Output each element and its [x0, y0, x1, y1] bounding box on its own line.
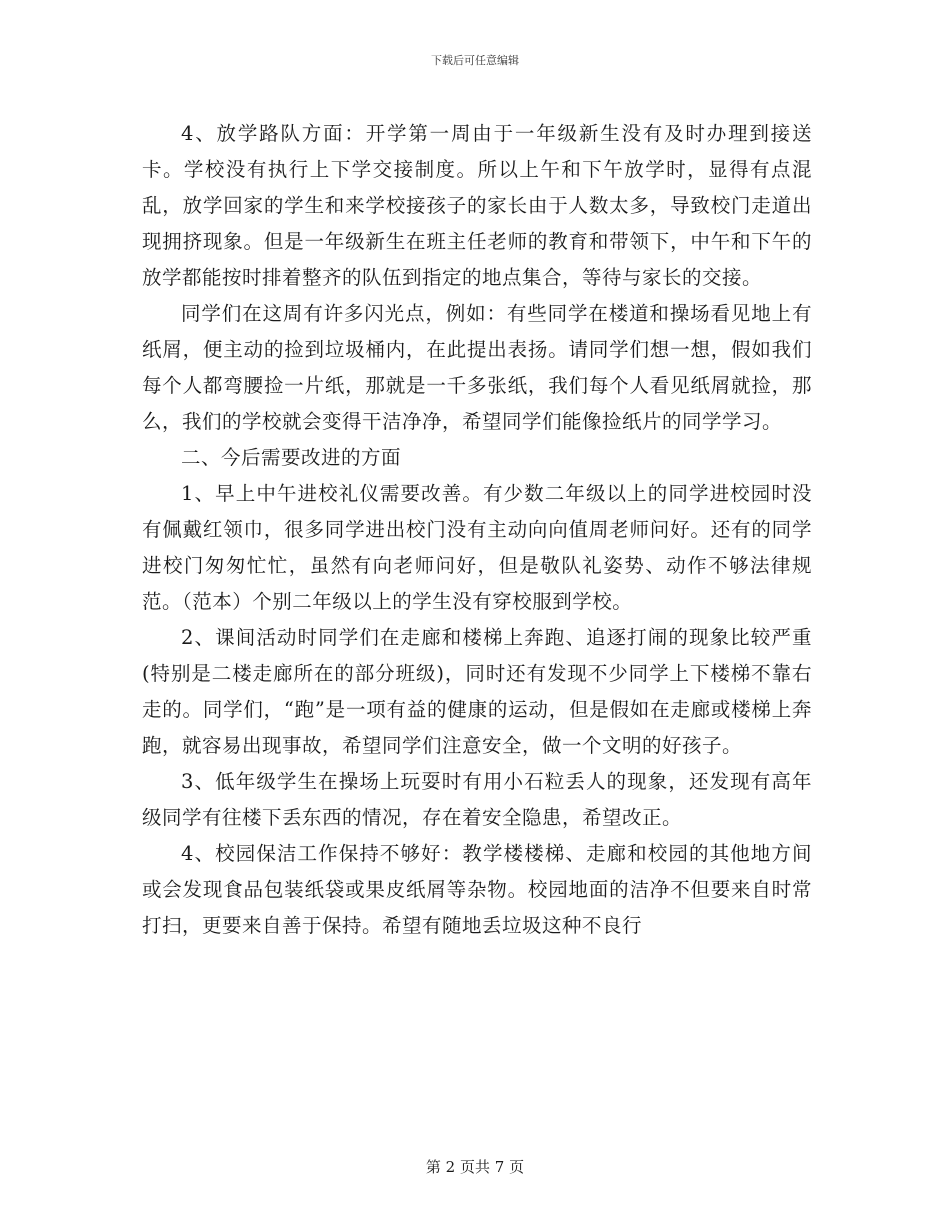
paragraph-entry-etiquette: 1、早上中午进校礼仪需要改善。有少数二年级以上的同学进校园时没有佩戴红领巾，很多同学进出校门没有主动向向值周老师问好。还有的同学进校门匆匆忙忙，虽然有向老师问好，但是敬队礼姿势、动作不够法律规范。（范本）个别二年级以上的学生没有穿校服到学校。: [142, 482, 812, 613]
paragraph-playground-safety: 3、低年级学生在操场上玩耍时有用小石粒丢人的现象，还发现有高年级同学有往楼下丢东西的情况，存在着安全隐患，希望改正。: [142, 770, 812, 829]
page-header-note: 下载后可任意编辑: [431, 54, 519, 67]
paragraph-highlights: 同学们在这周有许多闪光点，例如：有些同学在楼道和操场看见地上有纸屑，便主动的捡到垃圾桶内，在此提出表扬。请同学们想一想，假如我们每个人都弯腰捡一片纸，那就是一千多张纸，我们每个人看见纸屑就捡，那么，我们的学校就会变得干洁净净，希望同学们能像捡纸片的同学学习。: [142, 302, 812, 433]
document-body: [142, 116, 812, 944]
paragraph-dismissal-queue: 4、放学路队方面：开学第一周由于一年级新生没有及时办理到接送卡。学校没有执行上下学交接制度。所以上午和下午放学时，显得有点混乱，放学回家的学生和来学校接孩子的家长由于人数太多，导致校门走道出现拥挤现象。但是一年级新生在班主任老师的教育和带领下，中午和下午的放学都能按时排着整齐的队伍到指定的地点集合，等待与家长的交接。: [142, 122, 812, 289]
section-heading-improvements: 二、今后需要改进的方面: [181, 446, 402, 469]
page-number: 第 2 页共 7 页: [425, 1158, 525, 1176]
paragraph-corridor-running: 2、课间活动时同学们在走廊和楼梯上奔跑、追逐打闹的现象比较严重(特别是二楼走廊所在的部分班级)，同时还有发现不少同学上下楼梯不靠右走的。同学们，“跑”是一项有益的健康的运动，但是假如在走廊或楼梯上奔跑，就容易出现事故，希望同学们注意安全，做一个文明的好孩子。: [142, 626, 812, 757]
paragraph-campus-cleaning: 4、校园保洁工作保持不够好：教学楼楼梯、走廊和校园的其他地方间或会发现食品包装纸袋或果皮纸屑等杂物。校园地面的洁净不但要来自时常打扫，更要来自善于保持。希望有随地丢垃圾这种不良行: [142, 842, 812, 937]
